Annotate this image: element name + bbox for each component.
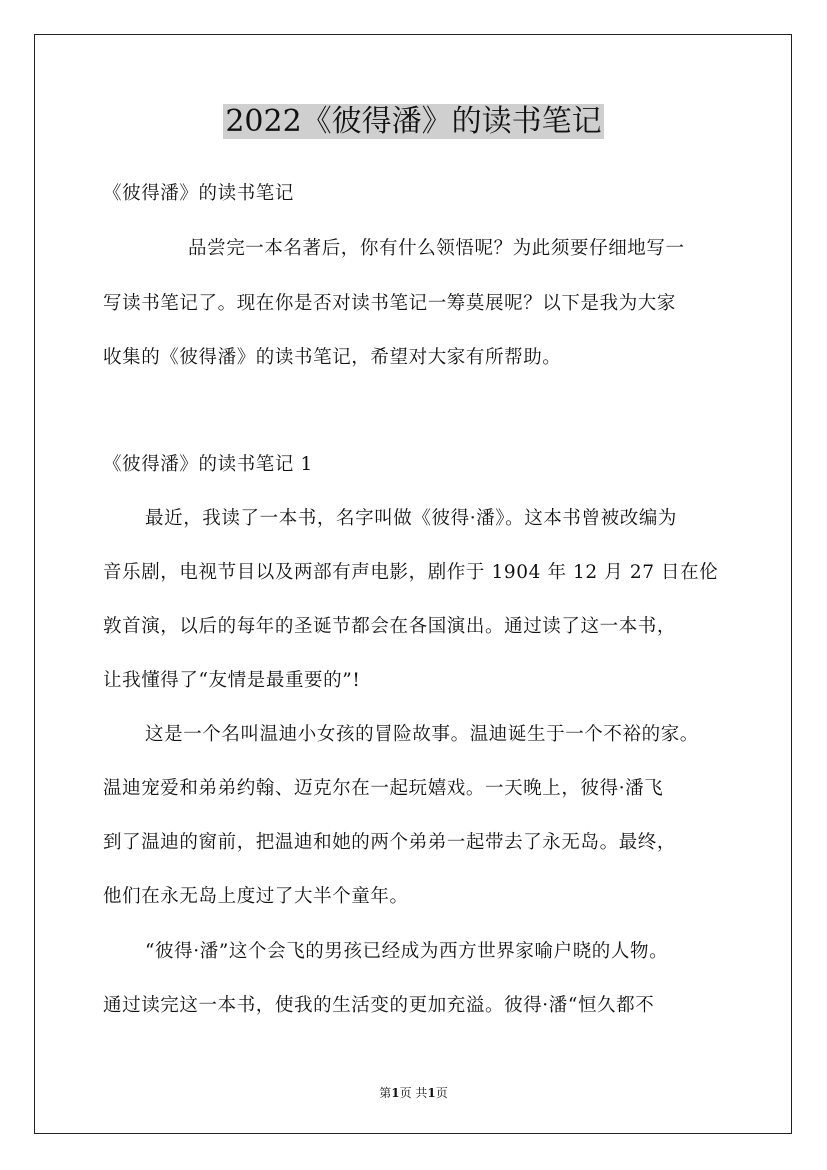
para3-line-1: “彼得·潘”这个会飞的男孩已经成为西方世界家喻户晓的人物。	[145, 941, 669, 962]
para3-line-2: 通过读完这一本书，使我的生活变的更加充溢。彼得·潘“恒久都不	[103, 995, 655, 1016]
para2-line-1: 这是一个名叫温迪小女孩的冒险故事。温迪诞生于一个不裕的家。	[145, 724, 699, 745]
para2-line-3: 到了温迪的窗前，把温迪和她的两个弟弟一起带去了永无岛。最终，	[103, 832, 677, 853]
para1-line-2: 音乐剧，电视节目以及两部有声电影，剧作于 1904 年 12 月 27 日在伦	[103, 562, 719, 583]
intro-line-1: 品尝完一本名著后，你有什么领悟呢？为此须要仔细地写一	[188, 238, 685, 259]
page-number: 1	[391, 1086, 400, 1100]
intro-line-3: 收集的《彼得潘》的读书笔记，希望对大家有所帮助。	[103, 347, 562, 368]
para1-line-4: 让我懂得了“友情是最重要的”!	[103, 670, 361, 691]
para1-line-1: 最近，我读了一本书，名字叫做《彼得·潘》。这本书曾被改编为	[145, 508, 678, 529]
para1-line-3: 敦首演，以后的每年的圣诞节都会在各国演出。通过读了这一本书，	[103, 616, 677, 637]
para2-line-2: 温迪宠爱和弟弟约翰、迈克尔在一起玩嬉戏。一天晚上，彼得·潘飞	[103, 778, 664, 799]
total-pages: 1	[427, 1086, 436, 1100]
subtitle: 《彼得潘》的读书笔记	[103, 183, 295, 204]
section-heading: 《彼得潘》的读书笔记 1	[103, 454, 313, 475]
document-title: 2022《彼得潘》的读书笔记	[225, 104, 602, 139]
para2-line-4: 他们在永无岛上度过了大半个童年。	[103, 886, 409, 907]
intro-line-2: 写读书笔记了。现在你是否对读书笔记一筹莫展呢？以下是我为大家	[103, 293, 677, 314]
page-footer: 第1页 共1页	[379, 1086, 448, 1100]
